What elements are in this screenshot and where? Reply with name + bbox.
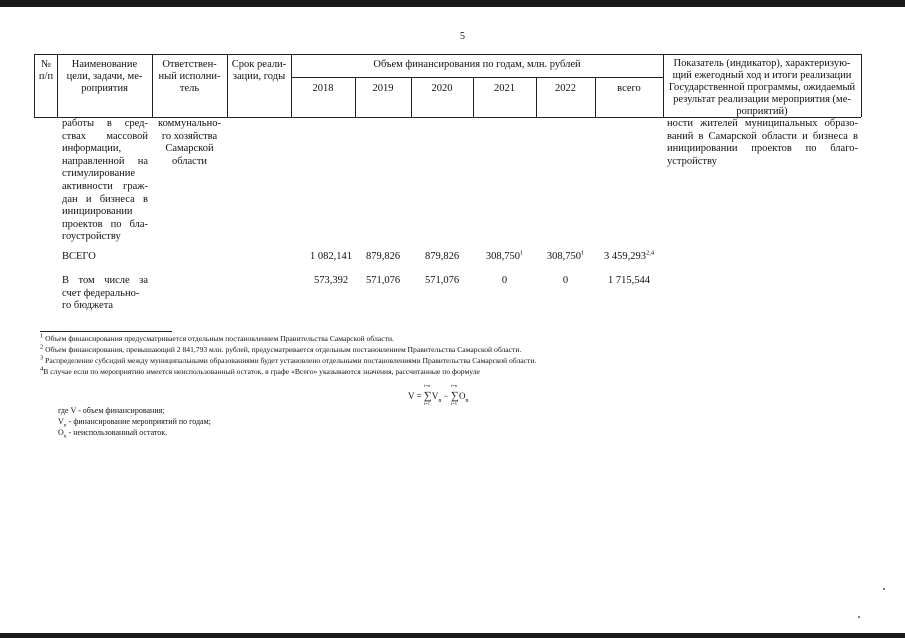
scan-top-border	[0, 0, 905, 7]
year-2018: 2018	[312, 83, 334, 94]
row-responsible-continuation: коммунально- го хозяйства Самарской области	[158, 118, 221, 167]
legend-vn: $V_n$ - финансирование мероприятий по годам;	[58, 417, 211, 429]
year-2022: 2022	[555, 83, 576, 94]
scan-speck	[883, 588, 885, 590]
federal-2021: 0	[501, 275, 508, 286]
header-term: Срок реали- зации, годы	[231, 59, 287, 82]
year-2019: 2019	[372, 83, 394, 94]
footnote-separator	[40, 331, 172, 332]
page-number: 5	[460, 31, 465, 42]
federal-2018: 573,392	[313, 275, 349, 286]
header-indicator: Показатель (индикатор), характеризую- щий ежегодный ход и итоги реализации Государственной программы, ожидаемый результат реализации мероприятия (ме- роприятий)	[668, 58, 856, 117]
total-label: ВСЕГО	[62, 251, 96, 262]
year-total: всего	[617, 83, 641, 94]
years-rule	[291, 77, 663, 78]
col-border	[861, 54, 862, 117]
scan-speck	[858, 616, 860, 618]
legend-on: $O_n$ - неиспользованный остаток.	[58, 428, 168, 440]
year-2021: 2021	[494, 83, 515, 94]
legend-v: где V - объем финансирования;	[58, 406, 165, 415]
row-name-continuation: работы в сред- ствах массовой информации, направленной на стимулирование активности граж- дан и бизнеса в инициировании проектов по бла- гоустройству	[62, 118, 148, 243]
header-responsible: Ответствен- ный исполни- тель	[158, 59, 221, 94]
federal-2019: 571,076	[365, 275, 401, 286]
federal-2020: 571,076	[424, 275, 460, 286]
footnote-2: $^2$ Объем финансирования, превышающий 2 841,793 млн. рублей, предусматривается отдельным постановлением Правительства Самарской области.	[40, 343, 522, 354]
header-funding: Объем финансирования по годам, млн. рублей	[373, 59, 581, 70]
federal-label: В том числе за счет федерально- го бюджета	[62, 275, 148, 312]
table-top-rule	[34, 54, 861, 55]
scan-bottom-border	[0, 633, 905, 638]
total-2022: 308,750$^1$	[546, 249, 585, 262]
federal-2022: 0	[562, 275, 569, 286]
federal-total: 1 715,544	[608, 275, 650, 286]
total-2021: 308,750$^1$	[485, 249, 524, 262]
formula: V = i=n ∑ i=1 $V_n$ − i=n ∑ i=1 $O_n$	[408, 383, 469, 406]
total-2019: 879,826	[365, 251, 401, 262]
total-2020: 879,826	[424, 251, 460, 262]
footnote-1: $^1$ Объем финансирования предусматривается отдельным постановлением Правительства Самарской области.	[40, 332, 394, 343]
header-name: Наименование цели, задачи, ме- роприятия	[66, 59, 143, 94]
year-2020: 2020	[431, 83, 453, 94]
footnote-3: $^3$ Распределение субсидий между муниципальными образованиями будет установлено отдельными постановлениями Правительства Самарской области.	[40, 354, 537, 365]
total-all: 3 459,293$^{2,4}$	[603, 249, 655, 262]
row-indicator-continuation: ности жителей муниципальных образо- ваний в Самарской области и бизнеса в инициировании проектов по благо- устройству	[667, 118, 858, 167]
footnote-4: $^4$В случае если по мероприятию имеется неиспользованный остаток, в графе «Всего» указываются значения, рассчитанные по формуле	[40, 365, 480, 376]
header-number: № п/п	[38, 59, 54, 82]
total-2018: 1 082,141	[310, 251, 352, 262]
